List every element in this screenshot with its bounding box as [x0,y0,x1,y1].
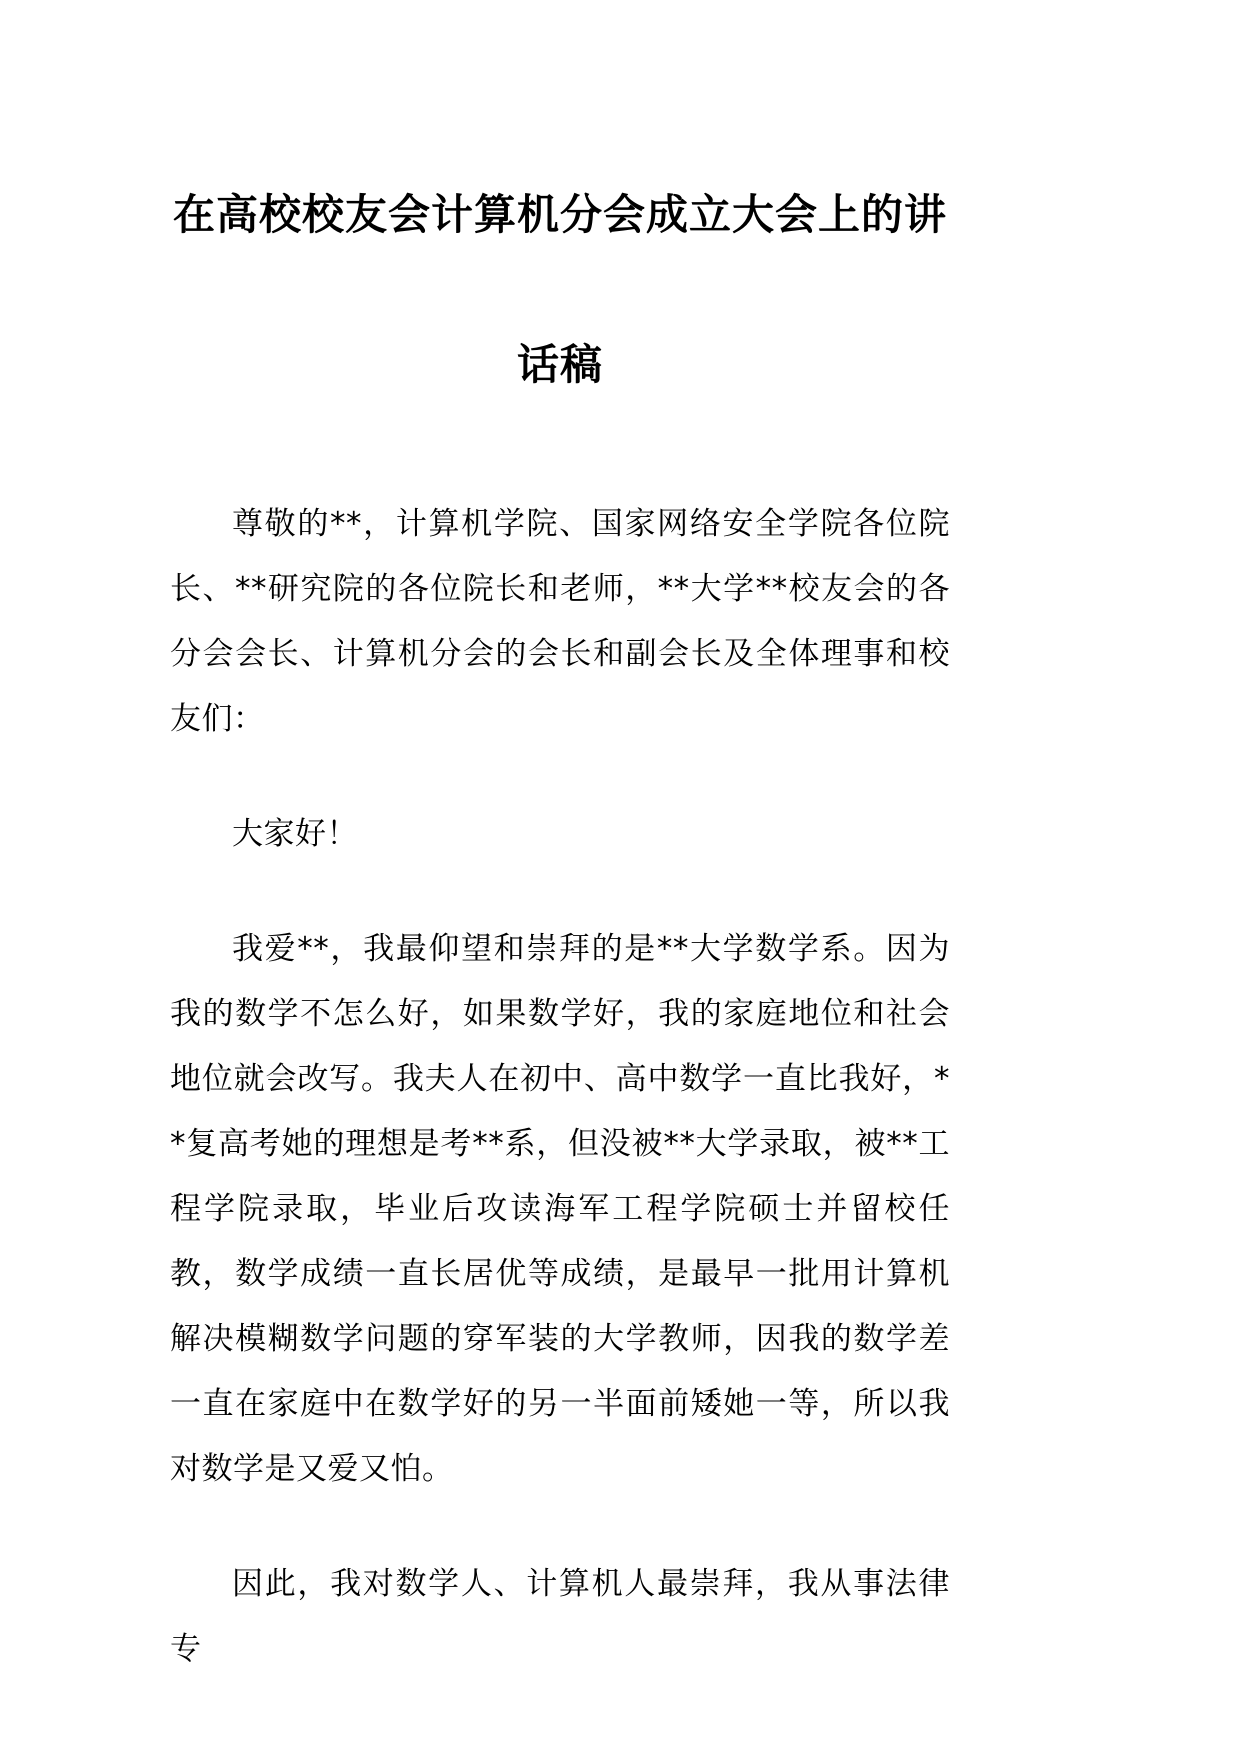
paragraph-body-2: 因此，我对数学人、计算机人最崇拜，我从事法律专 [170,1566,950,1667]
document-title [170,140,950,440]
paragraph-salutation: 尊敬的**，计算机学院、国家网络安全学院各位院长、**研究院的各位院长和老师，**大学**校友会的各分会会长、计算机分会的会长和副会长及全体理事和校友们： [170,506,950,737]
document-title-line-1: 在高校校友会计算机分会成立大会上的讲 [172,190,947,239]
document-title-line-2: 话稿 [516,340,603,389]
document-body [170,492,950,1682]
paragraph-greeting: 大家好！ [232,816,358,852]
paragraph-body-1: 我爱**，我最仰望和崇拜的是**大学数学系。因为我的数学不怎么好，如果数学好，我的家庭地位和社会地位就会改写。我夫人在初中、高中数学一直比我好，**复高考她的理想是考**系，但没被**大学录取，被**工程学院录取，毕业后攻读海军工程学院硕士并留校任教，数学成绩一直长居优等成绩，是最早一批用计算机解决模糊数学问题的穿军装的大学教师，因我的数学差一直在家庭中在数学好的另一半面前矮她一等，所以我对数学是又爱又怕。 [170,931,950,1487]
